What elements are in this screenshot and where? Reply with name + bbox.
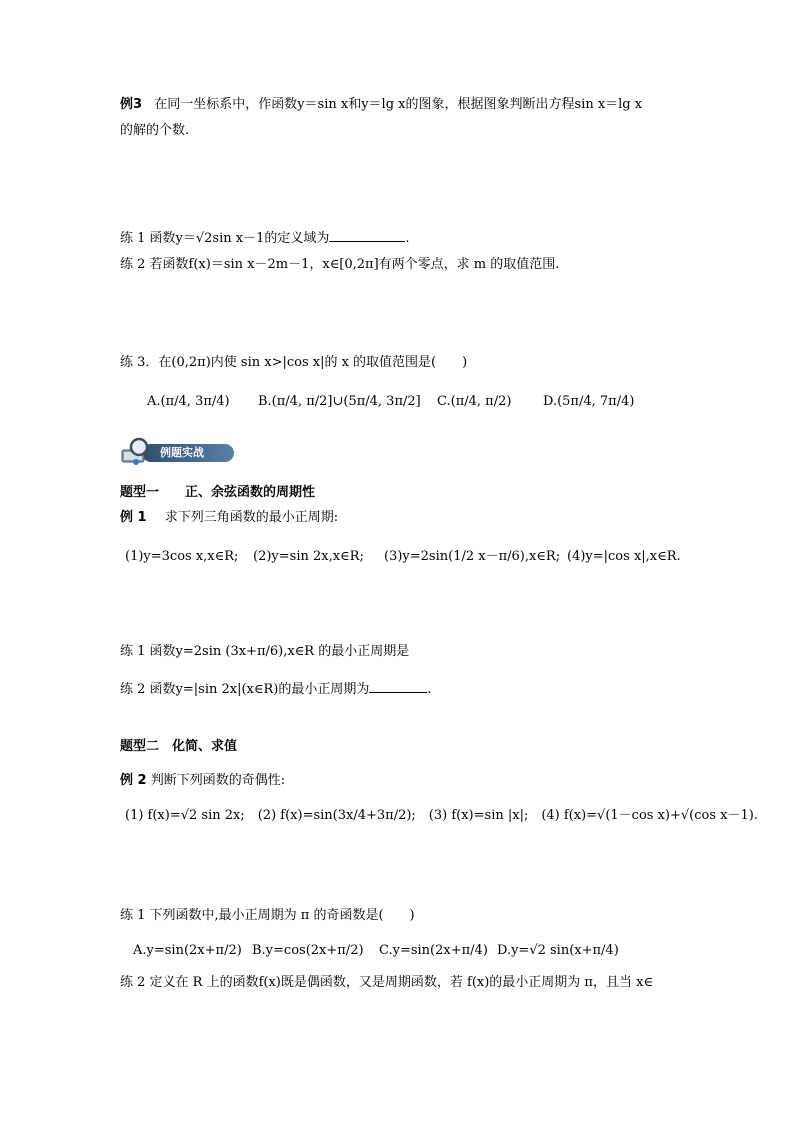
option-b-2: B.y=cos(2x+π/2) xyxy=(252,943,364,958)
option-d-2: D.y=√2 sin(x+π/4) xyxy=(497,943,619,958)
example-1-item-2: (2)y=sin 2x,x∈R; xyxy=(253,549,364,564)
example-1-item-4: (4)y=|cos x|,x∈R. xyxy=(567,549,681,564)
practice-2: 练 2 若函数f(x)＝sin x－2m－1，x∈[0,2π]有两个零点，求 m 的取值范围. xyxy=(120,257,560,272)
example-2-label: 例 2 xyxy=(120,773,147,788)
practice-1-type-2: 练 1 下列函数中,最小正周期为 π 的奇函数是( ) xyxy=(120,908,415,923)
magnifier-computer-icon xyxy=(120,436,154,468)
example-1: 例 1 求下列三角函数的最小正周期: xyxy=(120,510,339,525)
option-c: C.(π/4, π/2) xyxy=(437,394,512,409)
option-a-2: A.y=sin(2x+π/2) xyxy=(133,943,242,958)
example-1-item-3: (3)y=2sin(1/2 x－π/6),x∈R; xyxy=(384,549,561,564)
practice-2-type-1: 练 2 函数y=|sin 2x|(x∈R)的最小正周期为 . xyxy=(120,682,432,697)
example-2-items: (1) f(x)=√2 sin 2x; (2) f(x)=sin(3x/4+3π/2); (3) f(x)=sin |x|; (4) f(x)=√(1－cos x)+√(cos x－1). xyxy=(125,808,758,823)
badge-label: 例题实战 xyxy=(160,446,204,459)
practice-2-type-2: 练 2 定义在 R 上的函数f(x)既是偶函数，又是周期函数，若 f(x)的最小正周期为 π，且当 x∈ xyxy=(120,975,654,990)
section-title-1: 题型一 正、余弦函数的周期性 xyxy=(120,485,316,500)
example-3-line-1 xyxy=(120,95,754,115)
example-1-label: 例 1 xyxy=(120,510,147,525)
example-3-line-2: 的解的个数. xyxy=(120,123,190,138)
section-title-2: 题型二 化简、求值 xyxy=(120,739,238,754)
practice-1-type-1: 练 1 函数y=2sin (3x+π/6),x∈R 的最小正周期是 xyxy=(120,644,410,659)
answer-blank[interactable] xyxy=(369,680,427,693)
example-3-label: 例3 xyxy=(120,97,143,112)
option-a: A.(π/4, 3π/4) xyxy=(147,394,230,409)
practice-1-text: 练 1 函数y＝√2sin x－1的定义域为 xyxy=(120,231,330,246)
answer-blank[interactable] xyxy=(329,229,405,242)
option-b: B.(π/4, π/2]∪(5π/4, 3π/2] xyxy=(258,394,421,409)
example-3-text: 在同一坐标系中，作函数y＝sin x和y＝lg x的图象，根据图象判断出方程sin x＝lg x xyxy=(154,97,643,112)
practice-1: 练 1 函数y＝√2sin x－1的定义域为 . xyxy=(120,231,410,246)
example-2: 例 2 判断下列函数的奇偶性: xyxy=(120,773,286,788)
option-c-2: C.y=sin(2x+π/4) xyxy=(379,943,488,958)
option-d: D.(5π/4, 7π/4) xyxy=(543,394,635,409)
example-practice-badge xyxy=(120,436,235,466)
example-1-item-1: (1)y=3cos x,x∈R; xyxy=(125,549,239,564)
practice-3: 练 3．在(0,2π)内使 sin x>|cos x|的 x 的取值范围是( ) xyxy=(120,355,468,370)
